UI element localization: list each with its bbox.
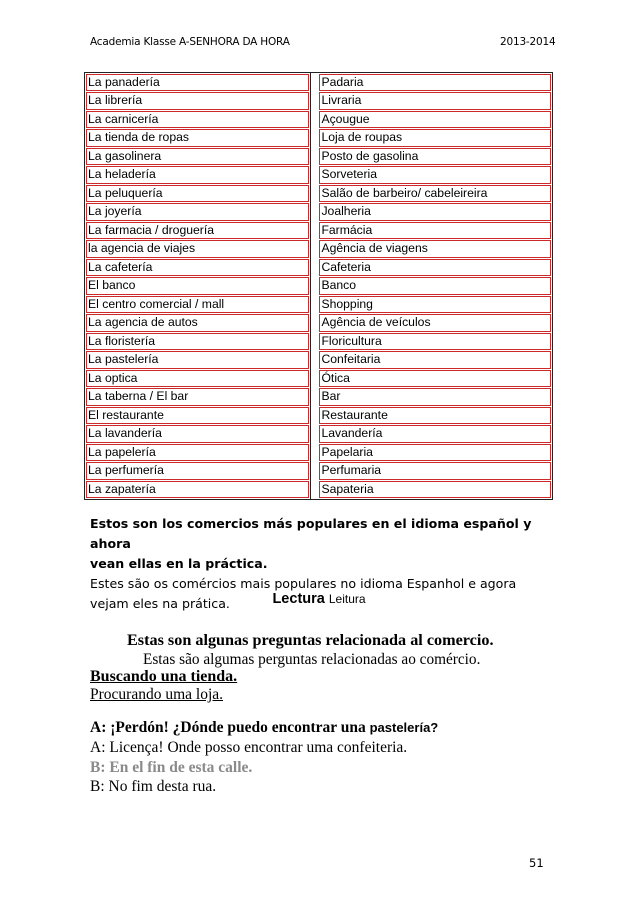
spanish-term-cell: [85, 166, 311, 185]
reading-question-pt: Estas são algumas perguntas relacionadas ao comércio.: [143, 651, 481, 668]
spanish-term: La cafetería: [86, 259, 309, 277]
table-row: [85, 240, 552, 259]
intro-pt-line-2: vejam eles na prática.: [90, 596, 230, 611]
spanish-term: El restaurante: [86, 407, 309, 425]
table-row: [85, 388, 552, 407]
portuguese-term-cell: [311, 184, 552, 203]
spanish-term-cell: [85, 314, 311, 333]
spanish-term: La farmacia / droguería: [86, 222, 309, 240]
table-row: [85, 406, 552, 425]
portuguese-term-cell: [311, 92, 552, 111]
portuguese-term-cell: [311, 73, 552, 92]
dialogue-a-pt: A: Licença! Onde posso encontrar uma confeiteria.: [90, 739, 408, 756]
lectura-es: Lectura: [272, 591, 325, 607]
spanish-term-cell: [85, 110, 311, 129]
portuguese-term: Perfumaria: [319, 462, 551, 480]
lectura-pt: Leitura: [328, 592, 366, 606]
table-row: [85, 462, 552, 481]
spanish-term-cell: [85, 425, 311, 444]
portuguese-term-cell: [311, 277, 552, 296]
spanish-term: La tienda de ropas: [86, 129, 309, 147]
portuguese-term-cell: [311, 240, 552, 259]
spanish-term: El banco: [86, 277, 309, 295]
spanish-term: La floristería: [86, 333, 309, 351]
portuguese-term: Joalheria: [319, 203, 551, 221]
portuguese-term-cell: [311, 221, 552, 240]
table-row: [85, 277, 552, 296]
portuguese-term-cell: [311, 110, 552, 129]
portuguese-term: Ótica: [319, 370, 551, 388]
portuguese-term-cell: [311, 351, 552, 370]
table-row: [85, 480, 552, 499]
portuguese-term-cell: [311, 203, 552, 222]
table-row: [85, 443, 552, 462]
portuguese-term: Loja de roupas: [319, 129, 551, 147]
spanish-term-cell: [85, 332, 311, 351]
portuguese-term: Lavandería: [319, 425, 551, 443]
portuguese-term-cell: [311, 406, 552, 425]
portuguese-term: Floricultura: [319, 333, 551, 351]
portuguese-term-cell: [311, 314, 552, 333]
spanish-term: La taberna / El bar: [86, 388, 309, 406]
table-row: [85, 166, 552, 185]
dialogue-b-pt: B: No fim desta rua.: [90, 778, 217, 795]
spanish-term-cell: [85, 369, 311, 388]
spanish-term-cell: [85, 462, 311, 481]
spanish-term: La papelería: [86, 444, 309, 462]
portuguese-term: Padaria: [319, 74, 551, 92]
spanish-term-cell: [85, 147, 311, 166]
portuguese-term-cell: [311, 258, 552, 277]
table-row: [85, 425, 552, 444]
spanish-term: La carnicería: [86, 111, 309, 129]
spanish-term: La heladería: [86, 166, 309, 184]
spanish-term: La librería: [86, 92, 309, 110]
table-row: [85, 314, 552, 333]
spanish-term-cell: [85, 92, 311, 111]
spanish-term-cell: [85, 203, 311, 222]
spanish-term-cell: [85, 240, 311, 259]
portuguese-term: Banco: [319, 277, 551, 295]
portuguese-term: Farmácia: [319, 222, 551, 240]
spanish-term-cell: [85, 73, 311, 92]
spanish-term: El centro comercial / mall: [86, 296, 309, 314]
dialogue-a-es-text: A: ¡Perdón! ¿Dónde puedo encontrar una: [90, 719, 370, 736]
spanish-term-cell: [85, 443, 311, 462]
spanish-term: La joyería: [86, 203, 309, 221]
table-row: [85, 351, 552, 370]
table-row: [85, 129, 552, 148]
portuguese-term: Agência de viagens: [319, 240, 551, 258]
table-row: [85, 203, 552, 222]
portuguese-term-cell: [311, 388, 552, 407]
table-row: [85, 110, 552, 129]
spanish-term: La pastelería: [86, 351, 309, 369]
table-row: [85, 184, 552, 203]
spanish-term: La lavandería: [86, 425, 309, 443]
lectura-heading: [0, 591, 638, 607]
portuguese-term-cell: [311, 480, 552, 499]
portuguese-term-cell: [311, 147, 552, 166]
portuguese-term-cell: [311, 129, 552, 148]
table-row: [85, 221, 552, 240]
spanish-term: La zapatería: [86, 481, 309, 499]
portuguese-term-cell: [311, 295, 552, 314]
dialogue-b-es: B: En el fin de esta calle.: [90, 759, 253, 776]
table-row: [85, 92, 552, 111]
table-row: [85, 73, 552, 92]
spanish-term: la agencia de viajes: [86, 240, 309, 258]
spanish-term: La optica: [86, 370, 309, 388]
reading-subtitle-es: Buscando una tienda.: [90, 668, 238, 685]
spanish-term-cell: [85, 295, 311, 314]
portuguese-term-cell: [311, 462, 552, 481]
portuguese-term: Açougue: [319, 111, 551, 129]
table-row: [85, 258, 552, 277]
spanish-term-cell: [85, 258, 311, 277]
portuguese-term: Sorveteria: [319, 166, 551, 184]
header-institution: Academia Klasse A-SENHORA DA HORA: [90, 36, 290, 48]
spanish-term-cell: [85, 406, 311, 425]
header-year: 2013-2014: [500, 36, 556, 48]
spanish-term-cell: [85, 388, 311, 407]
table-row: [85, 147, 552, 166]
table-row: [85, 332, 552, 351]
portuguese-term-cell: [311, 425, 552, 444]
intro-es-line-1: Estos son los comercios más populares en el idioma español y ahora: [90, 516, 532, 551]
portuguese-term: Shopping: [319, 296, 551, 314]
portuguese-term: Agência de veículos: [319, 314, 551, 332]
spanish-term-cell: [85, 480, 311, 499]
portuguese-term: Confeitaria: [319, 351, 551, 369]
page-number: 51: [529, 856, 544, 870]
intro-pt-line-1: Estes são os comércios mais populares no idioma Espanhol e agora: [90, 576, 517, 591]
spanish-term: La peluquería: [86, 185, 309, 203]
portuguese-term: Salão de barbeiro/ cabeleireira: [319, 185, 551, 203]
portuguese-term: Cafeteria: [319, 259, 551, 277]
spanish-term-cell: [85, 184, 311, 203]
table-row: [85, 295, 552, 314]
portuguese-term: Bar: [319, 388, 551, 406]
vocabulary-table: [84, 72, 553, 500]
portuguese-term-cell: [311, 166, 552, 185]
spanish-term-cell: [85, 351, 311, 370]
intro-es-line-2: vean ellas en la práctica.: [90, 556, 268, 571]
reading-subtitle-pt: Procurando uma loja.: [90, 686, 224, 703]
spanish-term: La perfumería: [86, 462, 309, 480]
spanish-term: La panadería: [86, 74, 309, 92]
portuguese-term: Sapateria: [319, 481, 551, 499]
spanish-term: La gasolinera: [86, 148, 309, 166]
portuguese-term: Livraria: [319, 92, 551, 110]
portuguese-term: Posto de gasolina: [319, 148, 551, 166]
dialogue-a-es-word: pastelería?: [369, 720, 439, 735]
spanish-term-cell: [85, 277, 311, 296]
portuguese-term: Restaurante: [319, 407, 551, 425]
dialogue-a-es: [90, 719, 438, 737]
portuguese-term-cell: [311, 369, 552, 388]
portuguese-term-cell: [311, 332, 552, 351]
spanish-term: La agencia de autos: [86, 314, 309, 332]
portuguese-term-cell: [311, 443, 552, 462]
reading-question-es: Estas son algunas preguntas relacionada al comercio.: [127, 631, 494, 649]
spanish-term-cell: [85, 221, 311, 240]
table-row: [85, 369, 552, 388]
portuguese-term: Papelaria: [319, 444, 551, 462]
spanish-term-cell: [85, 129, 311, 148]
